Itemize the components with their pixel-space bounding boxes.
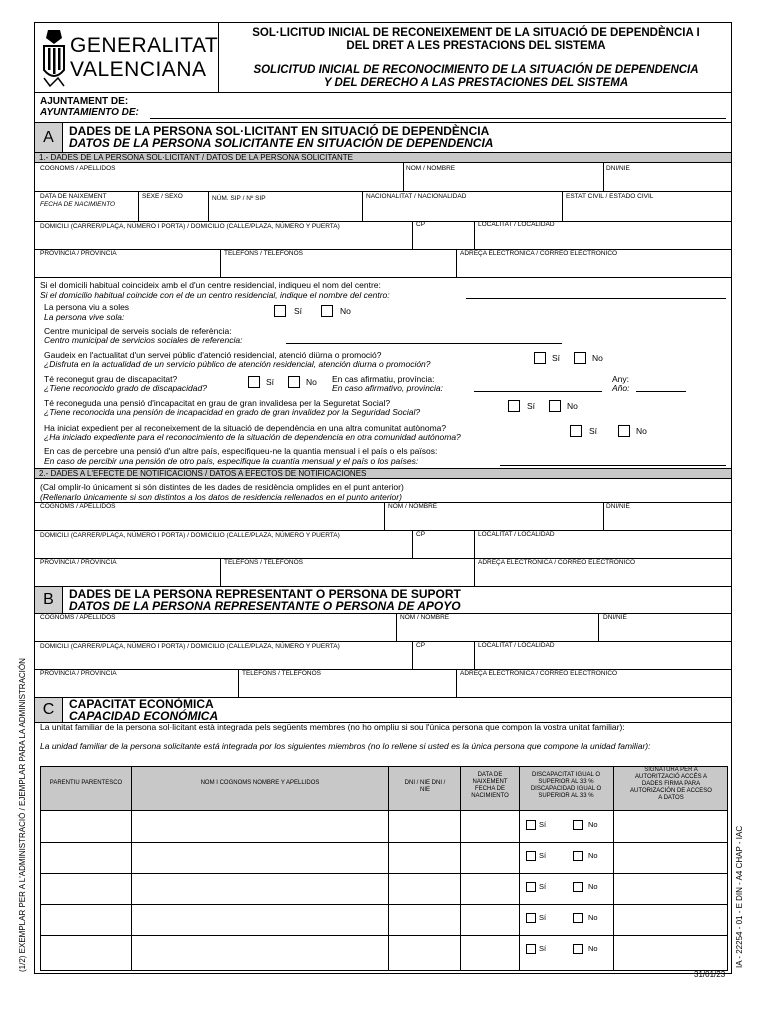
dni-label: DNI/NIE [606,165,630,172]
q-pensio-es: ¿Tiene reconocida una pensión de incapacidad en grado de gran invalidez por la Seguridad Social? [44,407,421,417]
servei-no-checkbox[interactable] [574,352,586,364]
title-es-2: Y DEL DERECHO A LAS PRESTACIONES DEL SISTEMA [323,77,629,89]
centre-field[interactable] [286,343,562,344]
nacionalitat-label: NACIONALITAT / NACIONALIDAD [366,193,467,200]
q-sola-es: La persona vive sola: [44,312,125,322]
pensio-si-checkbox[interactable] [508,400,520,412]
q-pensio-va: Té reconeguda una pensió d'incapacitat en grau de gran invalidesa per la Seguretat Social? [44,398,391,408]
q-estranger-es: En caso de percibir una pensión de otro país, especifique la cuantía mensual y el país o los países: [44,456,419,466]
section-c-title-es: CAPACIDAD ECONÓMICA [69,709,219,723]
coat-of-arms-icon [40,28,68,88]
q-residencial-va: Si el domicili habitual coincideix amb el d'un centre residencial, indiqueu el nom del centre: [40,280,381,290]
domicili-label: DOMICILI (CARRER/PLAÇA, NÚMERO I PORTA) / DOMICILIO (CALLE/PLAZA, NÚMERO Y PUERTA) [40,223,340,230]
row3-disc-si-checkbox[interactable] [526,882,536,892]
estranger-field[interactable] [500,465,726,466]
subsection-2-header: 2.- DADES A L'EFECTE DE NOTIFICACIONS / DATOS A EFECTOS DE NOTIFICACIONES [35,468,731,479]
sip-label: NÚM. SIP / Nº SIP [212,195,266,202]
ajuntament-field[interactable] [150,118,726,119]
title-va-1: SOL·LICITUD INICIAL DE RECONEIXEMENT DE LA SITUACIÓ DE DEPENDÈNCIA I [252,27,700,39]
residencial-field[interactable] [466,298,726,299]
q-estranger-va: En cas de percebre una pensió d'un altre país, especifiqueu-ne la quantia mensual i el país o els països: [44,446,438,456]
section-b-title-va: DADES DE LA PERSONA REPRESENTANT O PERSONA DE SUPORT [69,587,461,601]
sola-no-checkbox[interactable] [321,305,333,317]
section-c-intro-es: La unidad familiar de la persona solicitante está integrada por los siguientes miembros (no lo rellene si usted es la única persona que compone la unidad familiar): [40,741,651,751]
notif-note-va: (Cal omplir-lo únicament si són distintes de les dades de residència omplides en el punt anterior) [40,482,404,492]
q-disc-prov-va: En cas afirmatiu, província: [332,374,435,384]
disc-no-checkbox[interactable] [288,376,300,388]
section-c-letter: C [35,698,63,722]
col-disc: DISCAPACITAT IGUAL O SUPERIOR AL 33 % DISCAPACIDAD IGUAL O SUPERIOR AL 33 % [530,772,602,799]
footer-date: 31/01/23 [694,970,726,979]
logo [38,26,218,90]
section-b-letter: B [35,587,63,613]
row3-disc-no-checkbox[interactable] [573,882,583,892]
logo-line2: VALENCIANA [70,58,207,81]
ayuntamiento-label: AYUNTAMIENTO DE: [40,107,139,118]
side-left-text: (1/2) EXEMPLAR PER A L'ADMINISTRACIÓ / EJEMPLAR PARA LA ADMINISTRACIÓN [18,658,27,972]
q-expedient-es: ¿Ha iniciado expediente para el reconocimiento de la situación de dependencia en otra comunidad autónoma? [44,432,461,442]
row4-disc-no-checkbox[interactable] [573,913,583,923]
q-servei-es: ¿Disfruta en la actualidad de un servicio público de atención residencial, atención diurna o promoción? [44,359,431,369]
section-a-title-es: DATOS DE LA PERSONA SOLICITANTE EN SITUACIÓN DE DEPENDENCIA [69,136,494,150]
col-sig: SIGNATURA PER A AUTORITZACIÓ ACCÉS A DADES FIRMA PARA AUTORIZACIÓN DE ACCESO A DATOS [630,767,712,801]
telefons-label: TELÈFONS / TELÉFONOS [224,250,303,257]
nom-label: NOM / NOMBRE [406,165,456,172]
sola-si-checkbox[interactable] [274,305,286,317]
q-centre-es: Centro municipal de servicios sociales de referencia: [44,335,243,345]
any-field[interactable] [636,391,686,392]
q-expedient-va: Ha iniciat expedient per al reconeixement de la situació de dependència en una altra comunitat autònoma? [44,423,447,433]
pensio-no-checkbox[interactable] [549,400,561,412]
q-servei-va: Gaudeix en l'actualitat d'un servei públic d'atenció residencial, atenció diürna o promoció? [44,350,382,360]
row2-disc-si-checkbox[interactable] [526,851,536,861]
row5-disc-si-checkbox[interactable] [526,944,536,954]
section-a-letter: A [35,123,63,152]
row1-disc-si-checkbox[interactable] [526,820,536,830]
servei-si-checkbox[interactable] [534,352,546,364]
any-va: Any: [612,374,630,384]
any-es: Año: [612,383,630,393]
side-right-text: IA - 22254 - 01 - E DIN - A4 CHAP - IAC [735,825,744,968]
title-es-1: SOLICITUD INICIAL DE RECONOCIMIENTO DE LA SITUACIÓN DE DEPENDENCIA [253,64,699,76]
sexe-label: SEXE / SEXO [142,193,183,200]
row1-disc-no-checkbox[interactable] [573,820,583,830]
ajuntament-label: AJUNTAMENT DE: [40,96,129,107]
logo-line1: GENERALITAT [70,34,219,57]
section-c-title-va: CAPACITAT ECONÒMICA [69,697,214,711]
section-a-title-va: DADES DE LA PERSONA SOL·LICITANT EN SITUACIÓ DE DEPENDÈNCIA [69,124,490,138]
q-centre-va: Centre municipal de serveis socials de referència: [44,326,232,336]
row2-disc-no-checkbox[interactable] [573,851,583,861]
cognoms-label: COGNOMS / APELLIDOS [40,165,116,172]
expedient-si-checkbox[interactable] [570,425,582,437]
section-c-intro-va: La unitat familiar de la persona sol·licitant està integrada pels següents membres (no ho ompliu si sou l'única persona que compon la vostra unitat familiar): [40,722,625,732]
col-nom: NOM I COGNOMS NOMBRE Y APELLIDOS [200,780,320,786]
disc-si-checkbox[interactable] [248,376,260,388]
title-va-2: DEL DRET A LES PRESTACIONS DEL SISTEMA [346,40,606,52]
q-disc-va: Té reconegut grau de discapacitat? [44,374,178,384]
disc-provincia-field[interactable] [474,391,602,392]
q-residencial-es: Si el domicilio habitual coincide con el de un centro residencial, indique el nombre del centro: [40,290,390,300]
row4-disc-si-checkbox[interactable] [526,913,536,923]
q-sola-va: La persona viu a soles [44,302,130,312]
naixement-label: DATA DE NAIXEMENT FECHA DE NACIMIENTO [40,193,116,208]
expedient-no-checkbox[interactable] [618,425,630,437]
col-dni: DNI / NIE DNI / NIE [404,780,446,793]
cp-label: CP [416,221,426,228]
q-disc-prov-es: En caso afirmativo, provincia: [332,383,444,393]
row5-disc-no-checkbox[interactable] [573,944,583,954]
localitat-label: LOCALITAT / LOCALIDAD [478,221,555,228]
notif-note-es: (Rellenarlo únicamente si son distintos a los datos de residencia rellenados en el punto anterior) [40,492,402,502]
provincia-label: PROVÍNCIA / PROVINCIA [40,250,117,257]
section-b-title-es: DATOS DE LA PERSONA REPRESENTANTE O PERSONA DE APOYO [69,599,461,613]
q-disc-es: ¿Tiene reconocido grado de discapacidad? [44,383,207,393]
subsection-1-header: 1.- DADES DE LA PERSONA SOL·LICITANT / DATOS DE LA PERSONA SOLICITANTE [35,152,731,163]
col-parentiu: PARENTIU PARENTESCO [49,780,123,786]
email-label: ADREÇA ELECTRÒNICA / CORREO ELECTRÓNICO [460,250,618,257]
col-data: DATA DE NAIXEMENT FECHA DE NACIMIENTO [471,772,509,799]
estat-civil-label: ESTAT CIVIL / ESTADO CIVIL [566,193,654,200]
